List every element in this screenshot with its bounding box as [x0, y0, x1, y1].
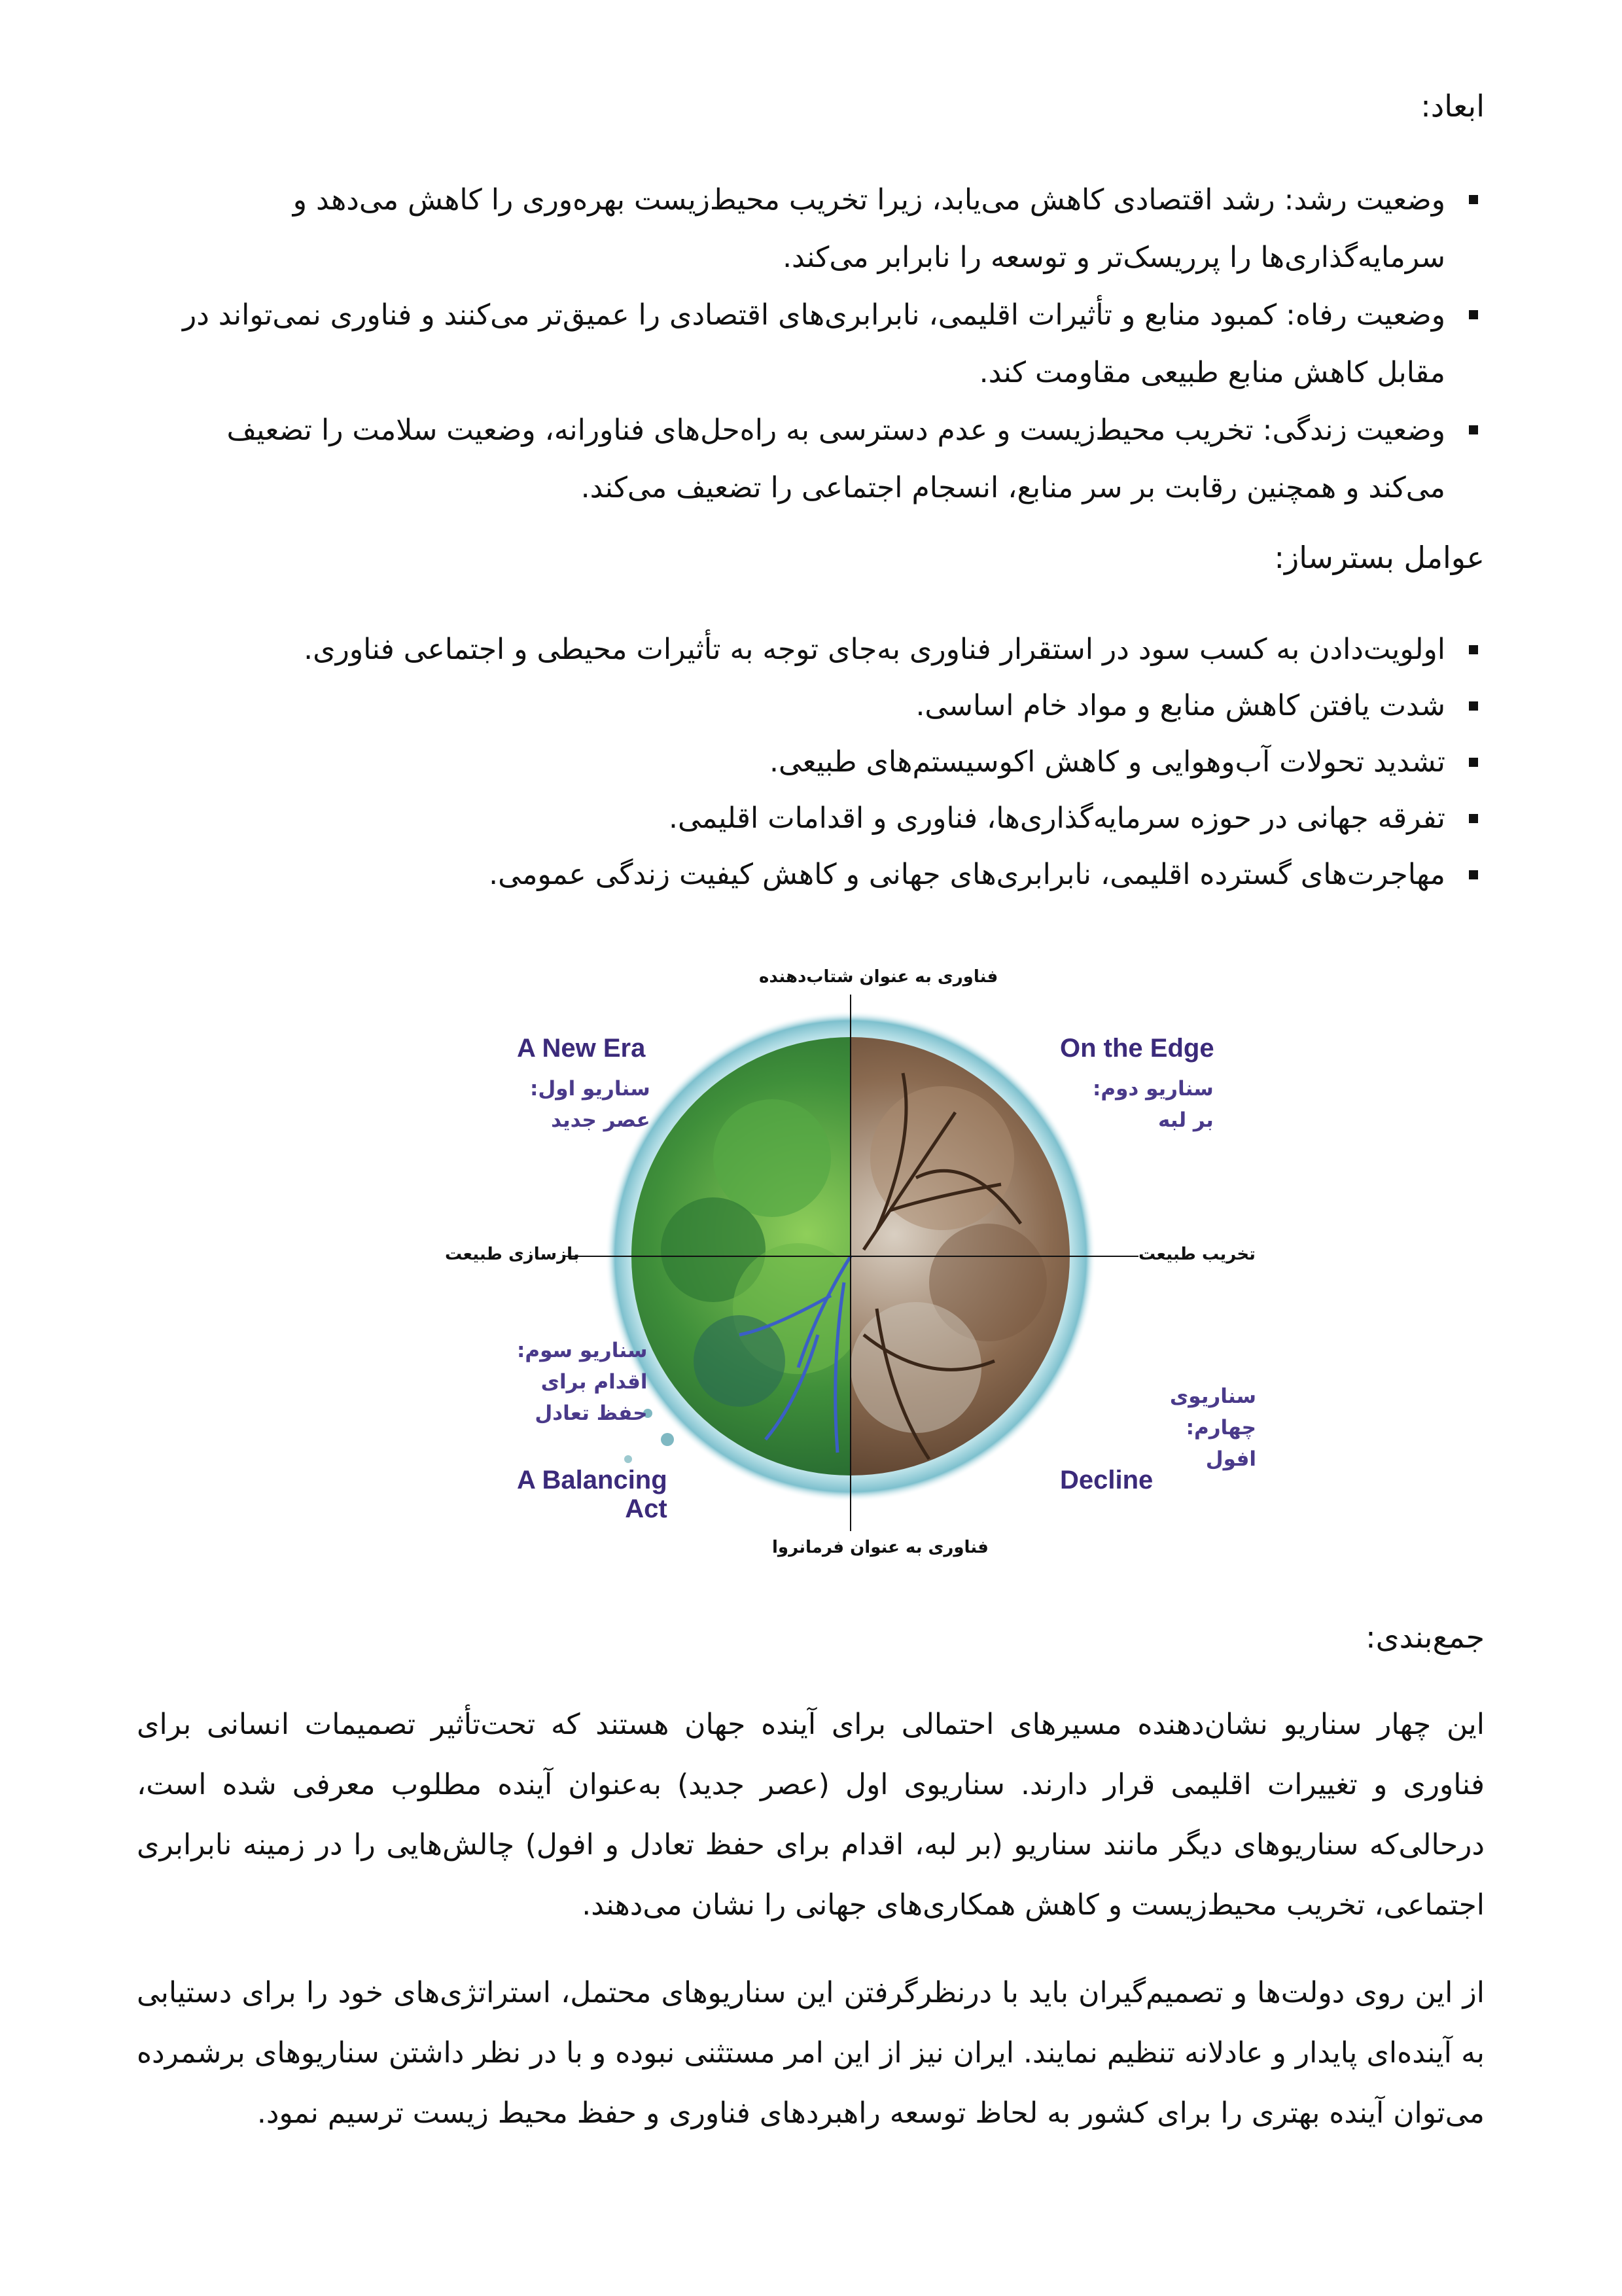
bullet-square-icon [1469, 425, 1478, 434]
scenario-2-persian: سناریو دوم: بر لبه [1093, 1077, 1214, 1132]
axis-label-bottom: فناوری به عنوان فرمانروا [772, 1538, 989, 1557]
scenario-3-english: A Balancing Act [517, 1466, 667, 1523]
axis-label-left: بازسازی طبیعت [445, 1245, 580, 1264]
bullet-square-icon [1469, 814, 1478, 823]
list-item: وضعیت زندگی: تخریب محیط‌زیست و عدم دسترسی به راه‌حل‌های فناورانه، وضعیت سلامت را تضعیف می‌کند و همچنین رقابت بر سر منابع، انسجام اجتماعی را تضعیف می‌کند. [137, 402, 1485, 517]
axis-label-top: فناوری به عنوان شتاب‌دهنده [759, 967, 998, 987]
scenario-1-persian: سناریو اول: عصر جدید [530, 1077, 650, 1132]
scenario-3-persian: سناریو سوم: اقدام برای حفظ تعادل [517, 1339, 648, 1425]
dimensions-heading: ابعاد: [1420, 88, 1485, 124]
bullet-square-icon [1469, 310, 1478, 319]
bullet-square-icon [1469, 645, 1478, 654]
scenario-1-english: A New Era [517, 1034, 646, 1063]
dimensions-list [137, 171, 1485, 517]
bullet-square-icon [1469, 195, 1478, 204]
scenario-2-english: On the Edge [1060, 1034, 1214, 1063]
list-item: تشدید تحولات آب‌وهوایی و کاهش اکوسیستم‌های طبیعی. [137, 734, 1485, 790]
list-item: اولویت‌دادن به کسب سود در استقرار فناوری به‌جای توجه به تأثیرات محیطی و اجتماعی فناوری. [137, 622, 1485, 678]
list-item: مهاجرت‌های گسترده اقلیمی، نابرابری‌های جهانی و کاهش کیفیت زندگی عمومی. [137, 847, 1485, 903]
enablers-heading: عوامل بسترساز: [1274, 540, 1485, 575]
axis-label-right: تخریب طبیعت [1138, 1245, 1256, 1264]
list-item: وضعیت رشد: رشد اقتصادی کاهش می‌یابد، زیرا تخریب محیط‌زیست بهره‌وری را کاهش می‌دهد و سرمایه‌گذاری‌ها را پرریسک‌تر و توسعه را نابرابر می‌کند. [137, 171, 1485, 287]
list-item: وضعیت رفاه: کمبود منابع و تأثیرات اقلیمی، نابرابری‌های اقتصادی را عمیق‌تر می‌کنند و فناوری نمی‌تواند در مقابل کاهش منابع طبیعی مقاومت کند. [137, 287, 1485, 402]
bullet-square-icon [1469, 701, 1478, 711]
list-item: شدت یافتن کاهش منابع و مواد خام اساسی. [137, 678, 1485, 734]
scenario-4-english: Decline [1060, 1466, 1154, 1494]
conclusion-heading: جمع‌بندی: [1366, 1619, 1485, 1655]
conclusion-paragraph-2: از این روی دولت‌ها و تصمیم‌گیران باید با درنظرگرفتن این سناریوهای محتمل، استراتژی‌های خود را برای دستیابی به آینده‌ای پایدار و عادلانه تنظیم نمایند. ایران نیز از این امر مستثنی نبوده و با در نظر داشتن سناریوهای برشمرده می‌توان آینده بهتری را برای کشور به لحاظ توسعه راهبردهای فناوری و حفظ محیط زیست ترسیم نمود. [137, 1976, 1485, 2130]
enablers-list [137, 622, 1485, 903]
scenario-figure [432, 942, 1256, 1570]
list-item: تفرقه جهانی در حوزه سرمایه‌گذاری‌ها، فناوری و اقدامات اقلیمی. [137, 790, 1485, 847]
bullet-square-icon [1469, 758, 1478, 767]
conclusion-paragraph-1: این چهار سناریو نشان‌دهنده مسیرهای احتمالی برای آینده جهان هستند که تحت‌تأثیر تصمیمات انسانی برای فناوری و تغییرات اقلیمی قرار دارند. سناریوی اول (عصر جدید) به‌عنوان آینده مطلوب معرفی شده است، درحالی‌که سناریوهای دیگر مانند سناریو (بر لبه، اقدام برای حفظ تعادل و افول) چالش‌هایی را در زمینه نابرابری اجتماعی، تخریب محیط‌زیست و کاهش همکاری‌های جهانی را نشان می‌دهند. [137, 1708, 1485, 1922]
scenario-4-persian: سناریوی چهارم: افول [1169, 1385, 1256, 1471]
bullet-square-icon [1469, 870, 1478, 879]
